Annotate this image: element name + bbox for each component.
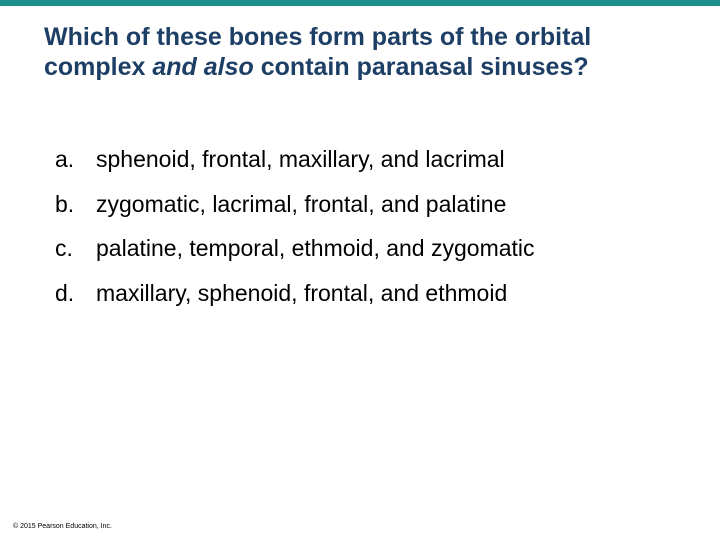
answer-option-c	[55, 234, 535, 279]
option-text: maxillary, sphenoid, frontal, and ethmoid	[96, 279, 508, 306]
option-letter: a.	[55, 146, 75, 172]
question-title-emphasis: and also	[152, 53, 254, 81]
option-text: palatine, temporal, ethmoid, and zygomatic	[96, 235, 535, 261]
answer-option-d	[55, 279, 535, 324]
option-letter: c.	[55, 235, 73, 261]
answer-options-list	[55, 145, 535, 323]
answer-option-a	[55, 145, 535, 190]
answer-option-b	[55, 190, 535, 235]
option-text: sphenoid, frontal, maxillary, and lacrimal	[96, 146, 505, 172]
top-accent-bar	[0, 0, 720, 6]
question-title	[44, 22, 684, 82]
question-title-part1: Which of these bones form parts of the orbital complex	[44, 23, 592, 81]
copyright-notice: © 2015 Pearson Education, Inc.	[13, 523, 112, 530]
question-title-part2: contain paranasal sinuses?	[253, 53, 589, 81]
option-letter: b.	[55, 190, 75, 217]
option-text: zygomatic, lacrimal, frontal, and palatine	[96, 190, 507, 217]
option-letter: d.	[55, 279, 75, 306]
